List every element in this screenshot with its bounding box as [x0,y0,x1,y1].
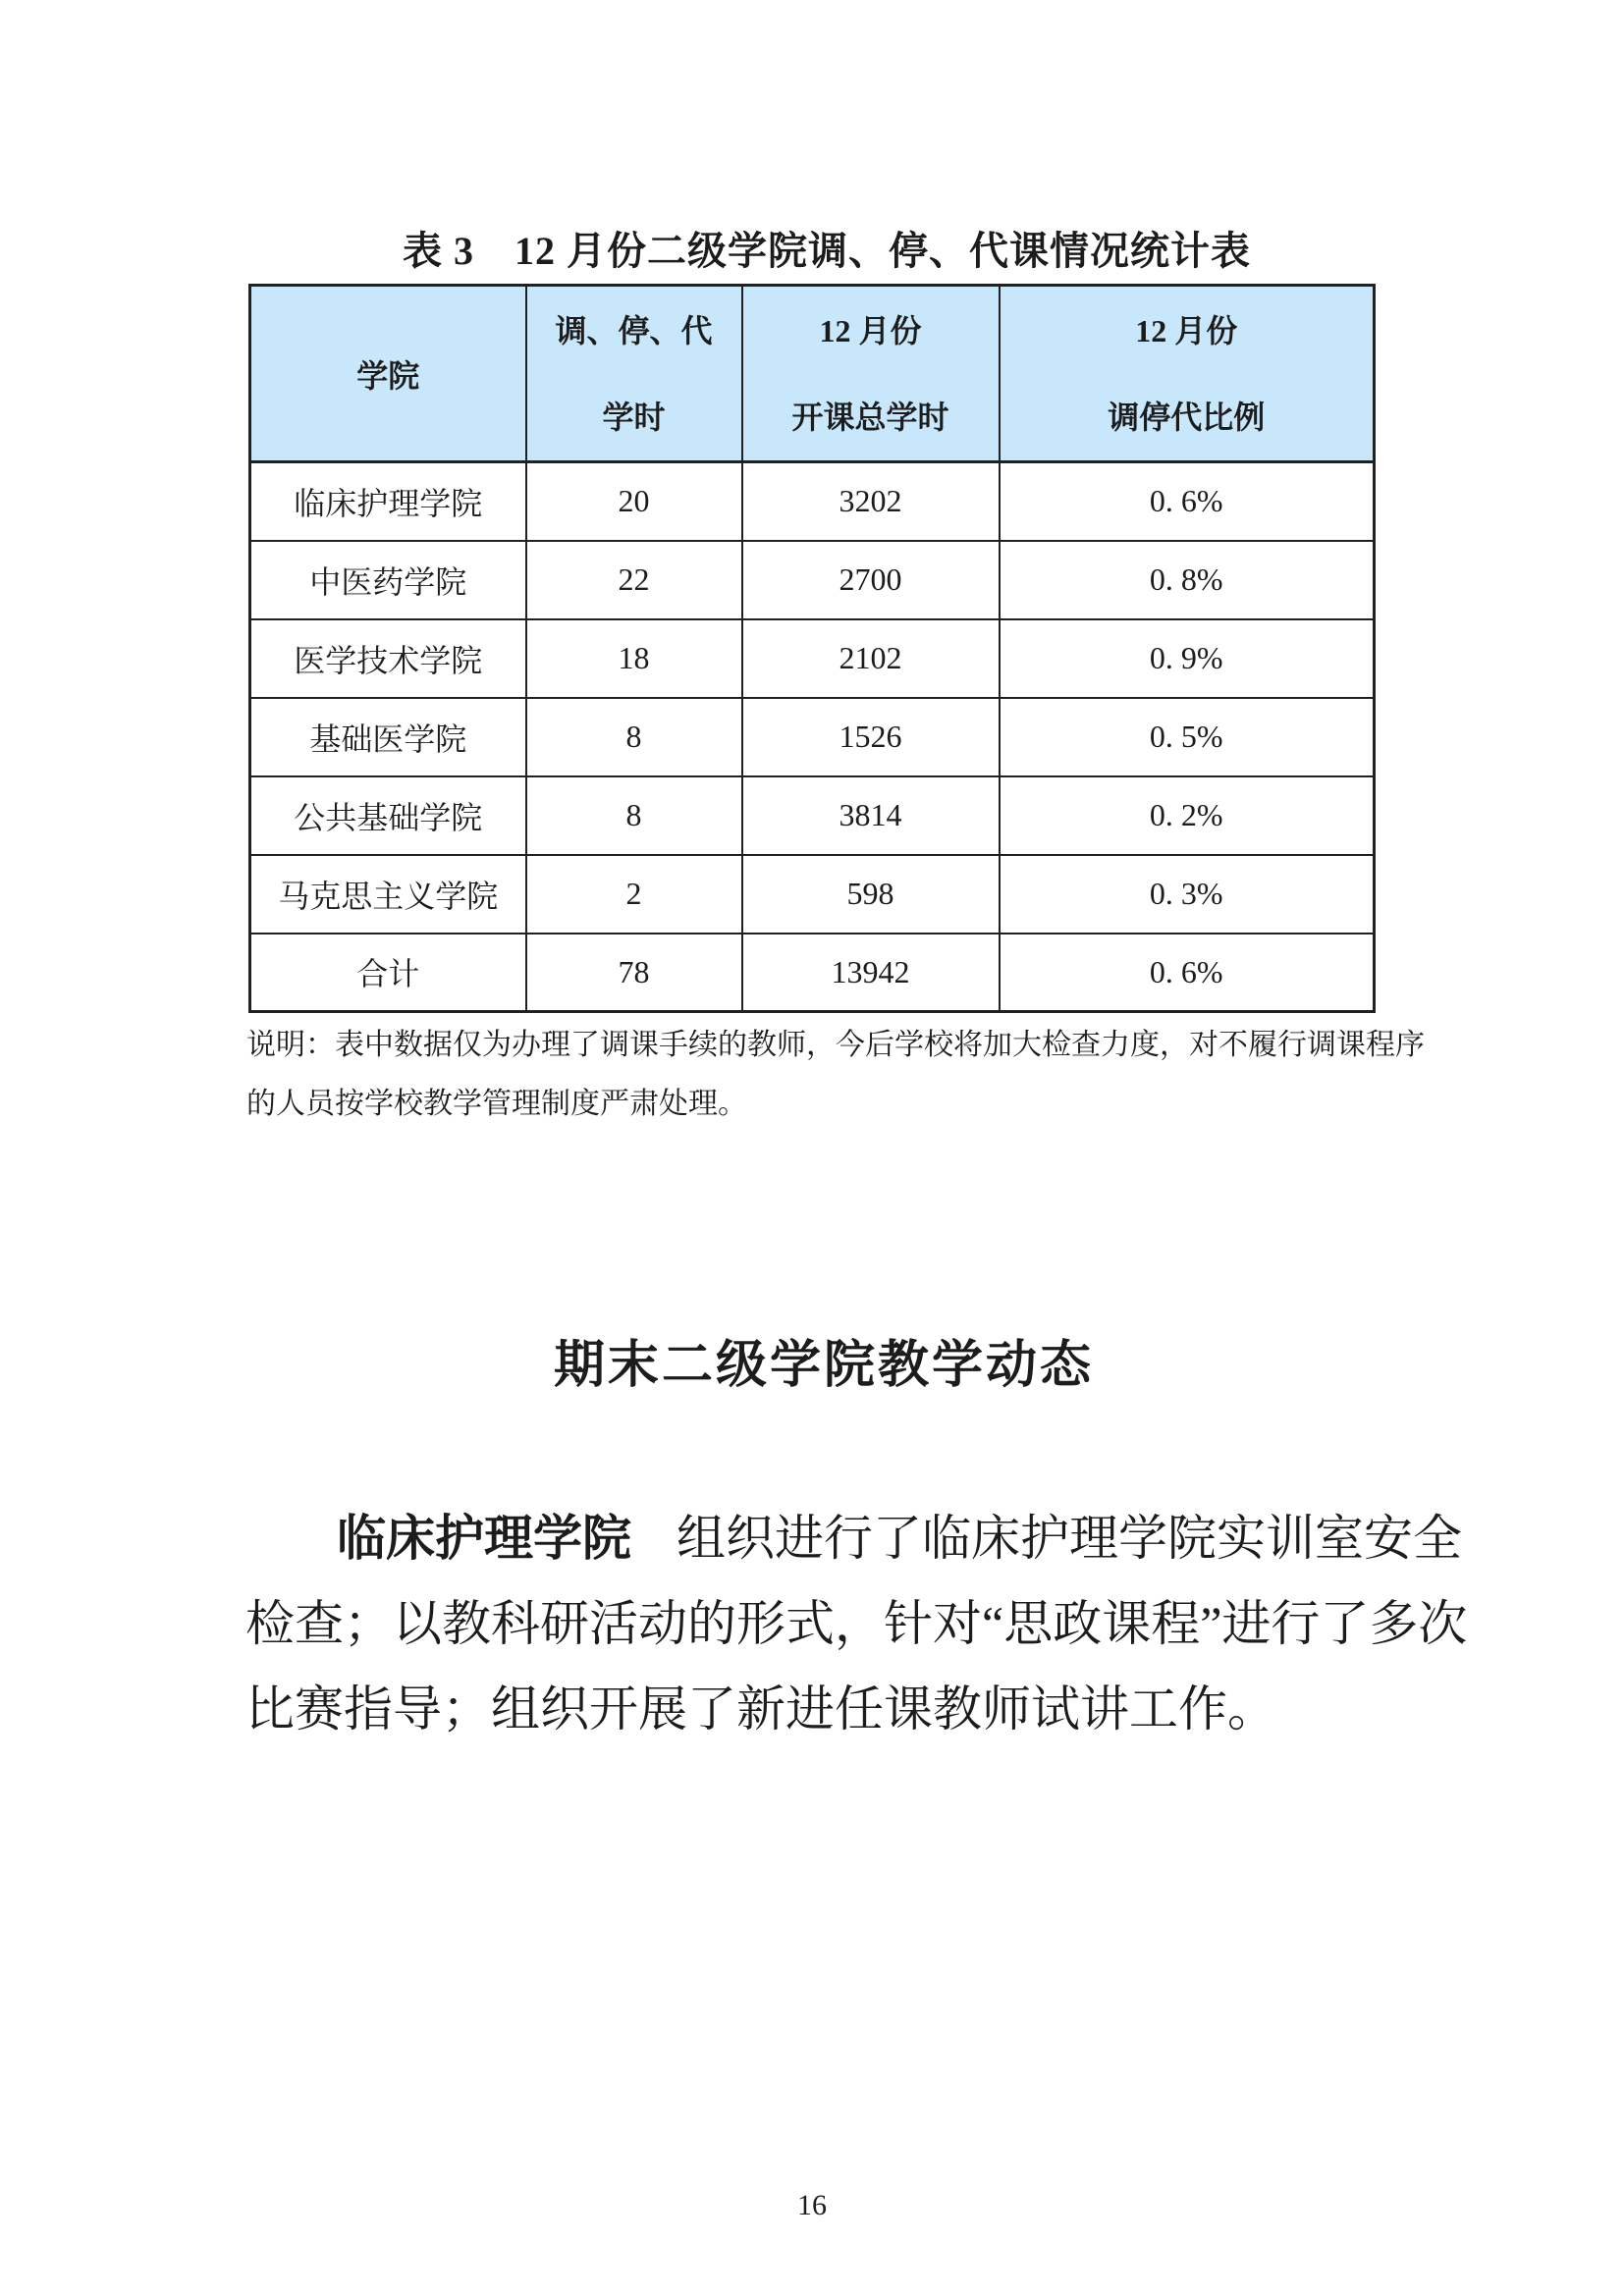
table-note [246,1016,1425,1134]
cell-ratio: 0. 2% [1000,776,1375,855]
cell-ratio: 0. 3% [1000,855,1375,934]
cell-ratio: 0. 6% [1000,462,1375,541]
course-adjustment-table [248,284,1376,1013]
cell-college: 医学技术学院 [250,619,526,698]
table-row-total [250,934,1375,1012]
paragraph-line1-text: 组织进行了临床护理学院实训室安全 [677,1511,1462,1566]
paragraph-lead-college: 临床护理学院 [337,1511,631,1566]
header-total-hours-line2: 开课总学时 [791,399,949,435]
paragraph-line: 检查；以教科研活动的形式，针对“思政课程”进行了多次 [245,1596,1468,1651]
body-paragraph [245,1496,1468,1752]
cell-total: 2102 [742,619,1000,698]
cell-hours: 20 [526,462,742,541]
table-row [250,619,1375,698]
cell-college: 马克思主义学院 [250,855,526,934]
page-number: 16 [797,2189,827,2221]
cell-total: 2700 [742,541,1000,619]
cell-college: 基础医学院 [250,698,526,776]
table-header-row [250,286,1375,462]
cell-total: 3202 [742,462,1000,541]
table-row [250,855,1375,934]
cell-total: 1526 [742,698,1000,776]
cell-hours: 8 [526,776,742,855]
cell-total: 3814 [742,776,1000,855]
header-total-hours-line1: 12 月份 [819,312,922,348]
cell-ratio: 0. 8% [1000,541,1375,619]
table-row [250,698,1375,776]
paragraph-line: 比赛指导；组织开展了新进任课教师试讲工作。 [245,1682,1276,1736]
cell-hours: 22 [526,541,742,619]
header-ratio-line1: 12 月份 [1135,312,1238,348]
header-college-label: 学院 [356,357,420,394]
cell-ratio: 0. 5% [1000,698,1375,776]
cell-total: 13942 [742,934,1000,1012]
table-caption: 表 3 12 月份二级学院调、停、代课情况统计表 [403,229,1251,273]
cell-total: 598 [742,855,1000,934]
cell-ratio: 0. 9% [1000,619,1375,698]
section-heading: 期末二级学院教学动态 [553,1337,1094,1394]
header-ratio-line2: 调停代比例 [1108,399,1266,435]
cell-college: 中医药学院 [250,541,526,619]
header-total-hours [742,286,1000,462]
cell-hours: 18 [526,619,742,698]
cell-college: 公共基础学院 [250,776,526,855]
paragraph-line [245,1496,1462,1581]
cell-hours: 8 [526,698,742,776]
header-adjusted-hours-line2: 学时 [602,399,666,435]
header-ratio [1000,286,1375,462]
cell-college: 临床护理学院 [250,462,526,541]
header-adjusted-hours-line1: 调、停、代 [555,312,713,348]
cell-hours: 2 [526,855,742,934]
cell-college: 合计 [250,934,526,1012]
table-note-line2: 的人员按学校教学管理制度严肃处理。 [246,1088,747,1120]
table-row [250,776,1375,855]
cell-hours: 78 [526,934,742,1012]
table-row [250,462,1375,541]
table-row [250,541,1375,619]
table-note-line1: 说明：表中数据仅为办理了调课手续的教师，今后学校将加大检查力度，对不履行调课程序 [246,1029,1425,1061]
cell-ratio: 0. 6% [1000,934,1375,1012]
header-college [250,286,526,462]
header-adjusted-hours [526,286,742,462]
